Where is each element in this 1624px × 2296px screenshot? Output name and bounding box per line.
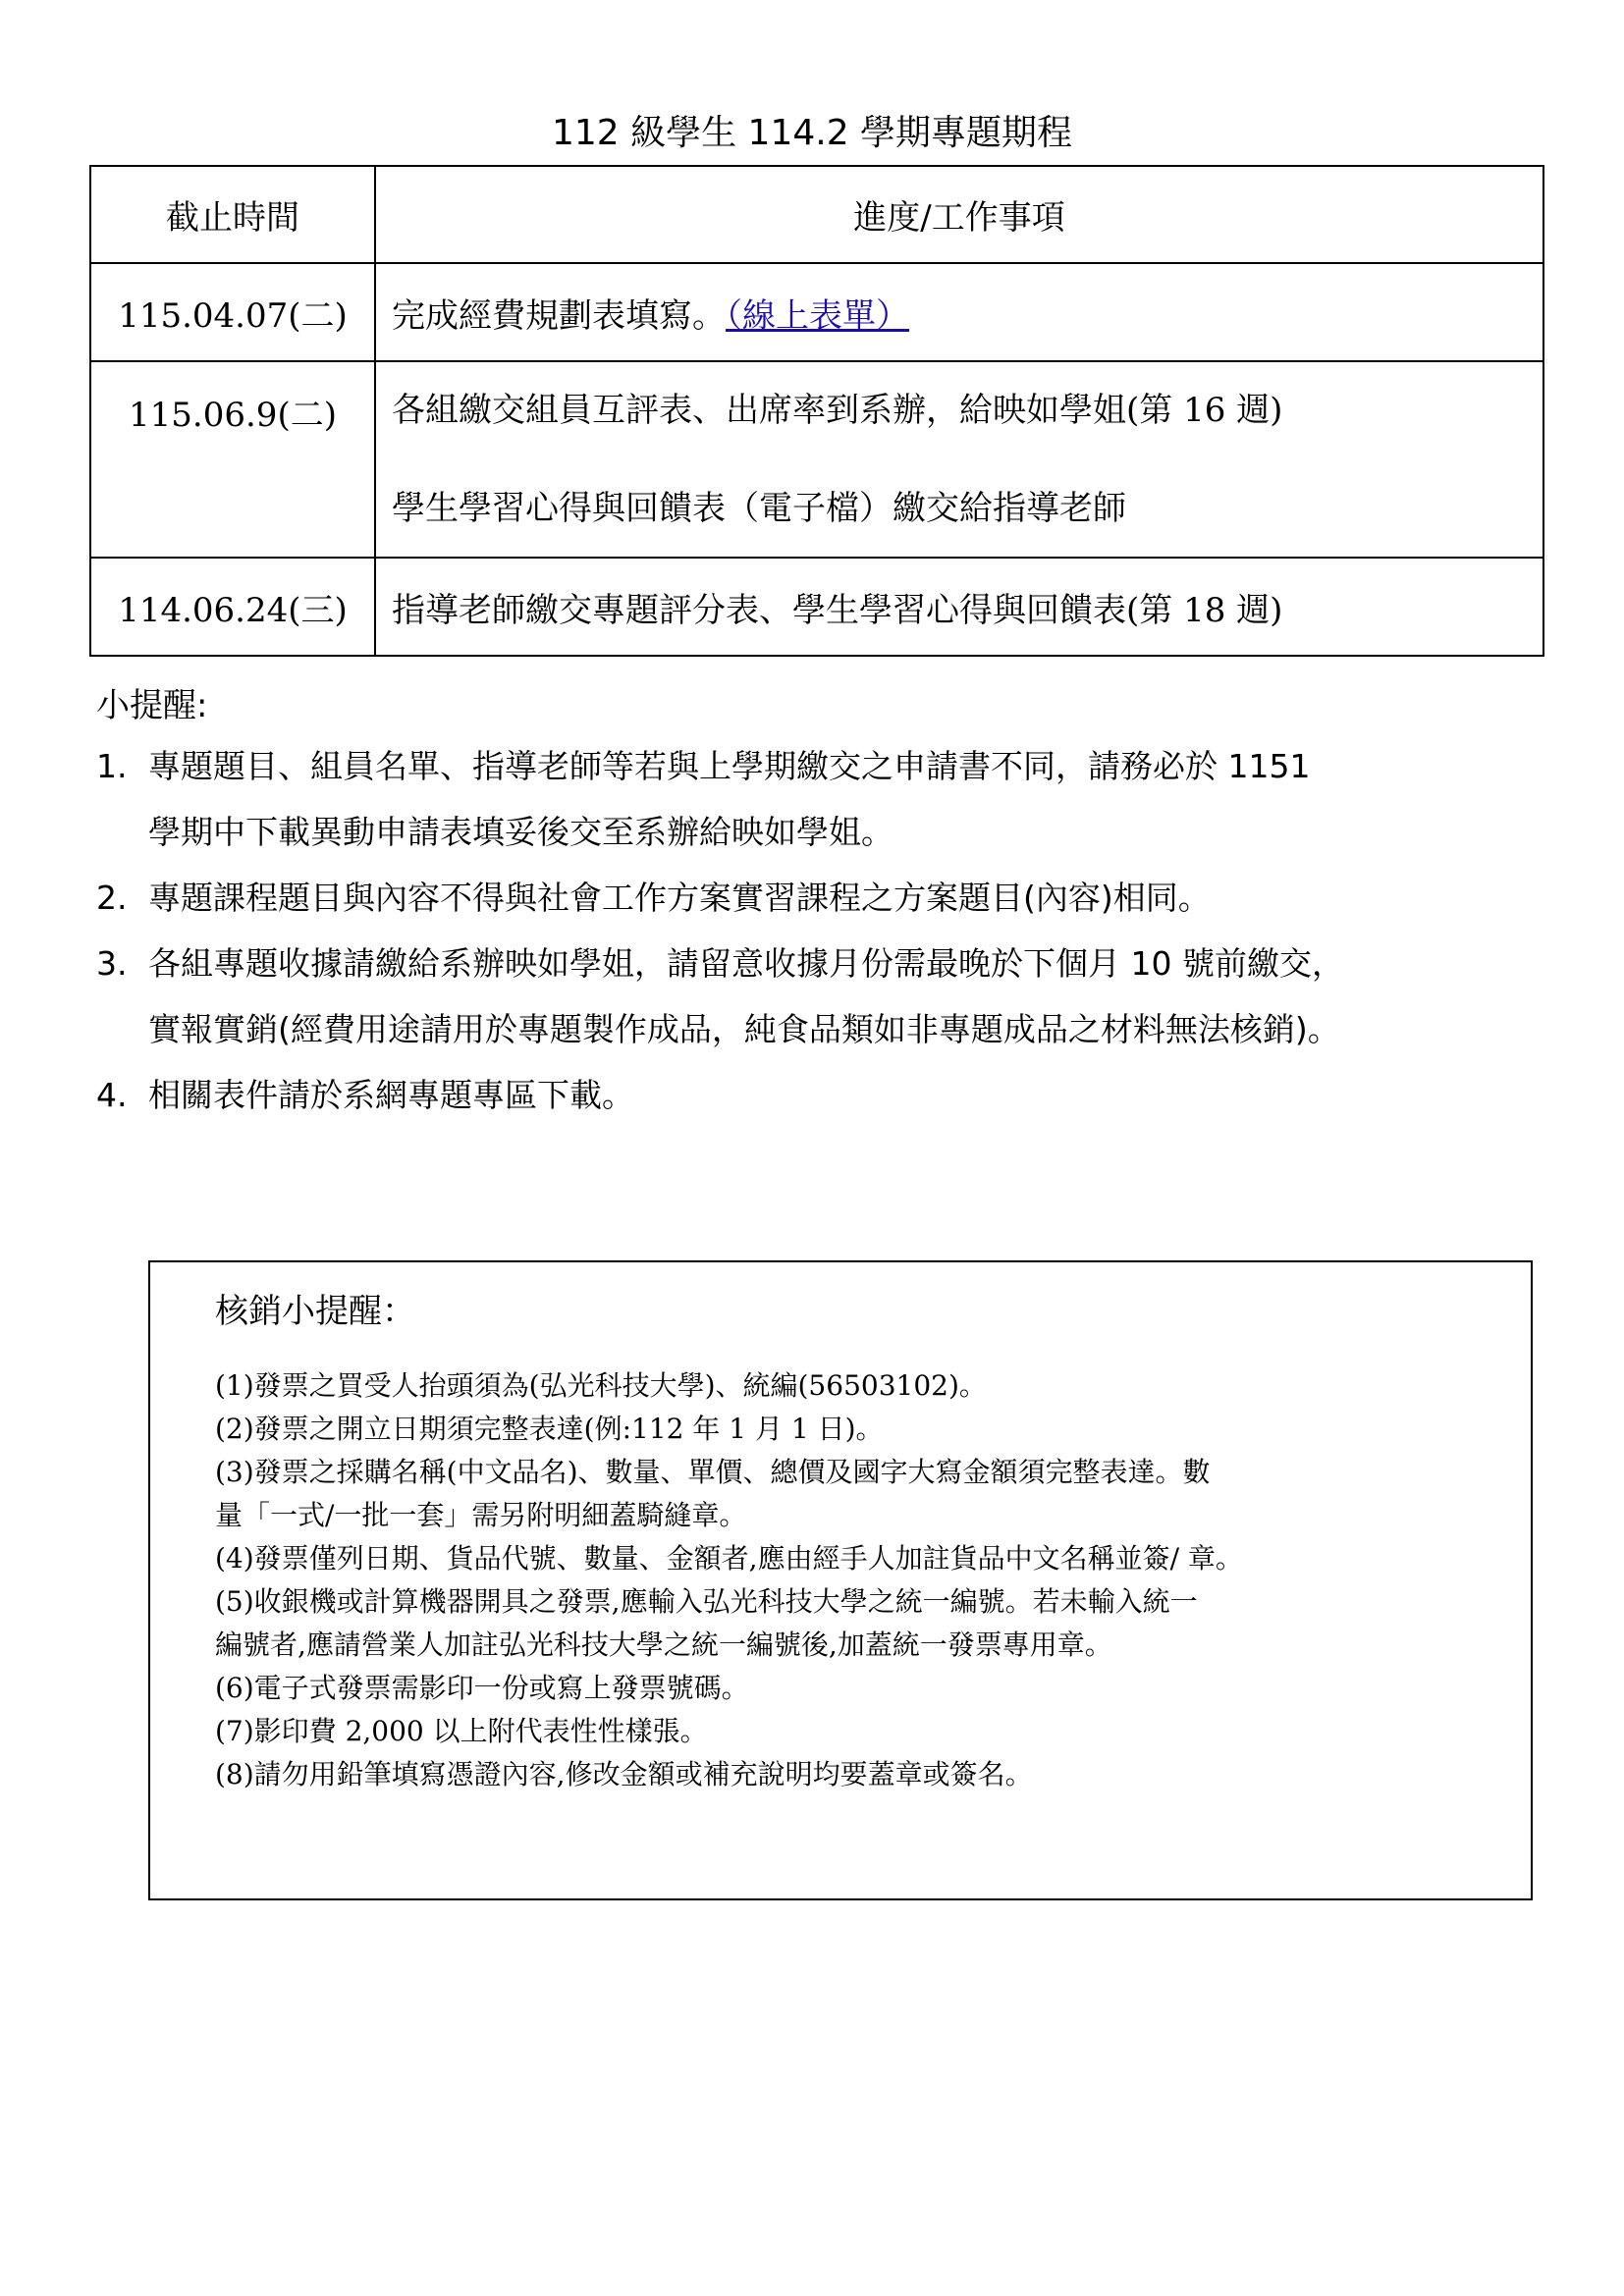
row-task <box>375 263 1543 361</box>
task-text: 完成經費規劃表填寫。 <box>392 295 726 336</box>
row-date: 115.04.07(二) <box>90 263 375 361</box>
reminder-line: (7)影印費 2,000 以上附代表性性樣張。 <box>215 1715 708 1747</box>
reminder-line: (8)請勿用鉛筆填寫憑證內容,修改金額或補充說明均要蓋章或簽名。 <box>215 1758 1033 1790</box>
table-header-row <box>90 166 1543 263</box>
table-row <box>90 361 1543 558</box>
reminder-line: (6)電子式發票需影印一份或寫上發票號碼。 <box>215 1672 749 1704</box>
list-item <box>96 939 1559 1054</box>
list-item-number: 2. <box>96 879 128 917</box>
list-item-number: 4. <box>96 1076 128 1114</box>
task-text: 學生學習心得與回饋表（電子檔）繳交給指導老師 <box>392 489 1126 528</box>
table-row <box>90 558 1543 656</box>
schedule-table <box>89 165 1544 657</box>
reminder-line: (4)發票僅列日期、貨品代號、數量、金額者,應由經手人加註貨品中文名稱並簽/ 章。 <box>215 1542 1243 1575</box>
list-item <box>96 874 1559 923</box>
reimbursement-reminder-box <box>148 1260 1533 1900</box>
tips-list <box>96 742 1559 1137</box>
reminder-box-title: 核銷小提醒： <box>215 1292 415 1331</box>
list-item-number: 1. <box>96 747 128 785</box>
list-item-text: 專題課程題目與內容不得與社會工作方案實習課程之方案題目(內容)相同。 <box>148 879 1211 917</box>
reminder-line: (3)發票之採購名稱(中文品名)、數量、單價、總價及國字大寫金額須完整表達。數 <box>215 1456 1211 1488</box>
list-item-text: 專題題目、組員名單、指導老師等若與上學期繳交之申請書不同，請務必於 1151 <box>148 747 1311 785</box>
column-header-deadline: 截止時間 <box>90 166 375 263</box>
list-item-text: 相關表件請於系網專題專區下載。 <box>148 1076 634 1114</box>
column-header-tasks: 進度/工作事項 <box>375 166 1543 263</box>
tips-heading: 小提醒: <box>96 686 208 725</box>
row-date: 114.06.24(三) <box>90 558 375 656</box>
row-date: 115.06.9(二) <box>90 361 375 558</box>
list-item <box>96 742 1559 857</box>
row-task <box>375 361 1543 558</box>
reminder-line: 編號者,應請營業人加註弘光科技大學之統一編號後,加蓋統一發票專用章。 <box>215 1629 1112 1661</box>
page-title: 112 級學生 114.2 學期專題期程 <box>551 113 1073 153</box>
list-item-text: 各組專題收據請繳給系辦映如學姐，請留意收據月份需最晚於下個月 10 號前繳交， <box>148 944 1344 983</box>
row-task <box>375 558 1543 656</box>
table-row <box>90 263 1543 361</box>
list-item-text: 學期中下載異動申請表填妥後交至系辦給映如學姐。 <box>148 813 893 851</box>
reminder-line: (1)發票之買受人抬頭須為(弘光科技大學)、統編(56503102)。 <box>215 1369 987 1402</box>
task-text: 各組繳交組員互評表、出席率到系辦，給映如學姐(第 16 週) <box>392 391 1283 430</box>
list-item-text: 實報實銷(經費用途請用於專題製作成品，純食品類如非專題成品之材料無法核銷)。 <box>148 1010 1340 1048</box>
reminder-box-content <box>215 1364 1521 1796</box>
reminder-line: (5)收銀機或計算機器開具之發票,應輸入弘光科技大學之統一編號。若未輸入統一 <box>215 1585 1198 1618</box>
list-item <box>96 1071 1559 1120</box>
list-item-number: 3. <box>96 944 128 983</box>
task-text: 指導老師繳交專題評分表、學生學習心得與回饋表(第 18 週) <box>392 590 1283 630</box>
reminder-line: (2)發票之開立日期須完整表達(例:112 年 1 月 1 日)。 <box>215 1413 884 1445</box>
online-form-link[interactable]: （線上表單） <box>726 295 909 336</box>
reminder-line: 量「一式/一批一套」需另附明細蓋騎縫章。 <box>215 1499 747 1531</box>
